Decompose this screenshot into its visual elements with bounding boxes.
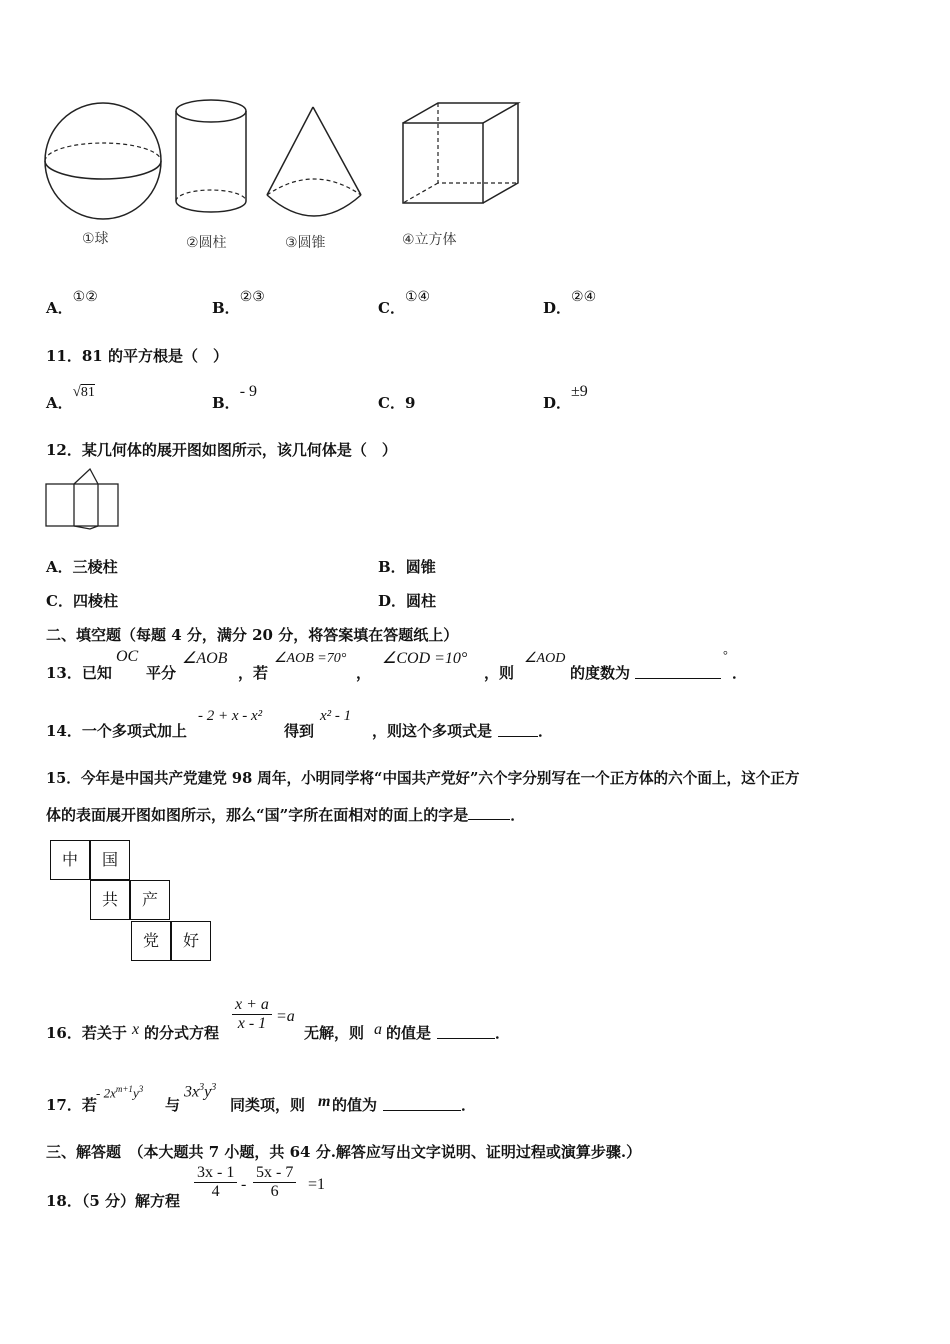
q13-tail: 的度数为 [570,664,631,682]
q17-term1-y: y [132,1085,139,1101]
q15-line2 [46,804,525,825]
q10-option-a[interactable] [46,285,98,317]
option-value: 圆柱 [406,592,437,610]
q12-option-d[interactable] [378,590,436,611]
q13-oc: OC [116,648,139,665]
q18-fraction-2 [253,1164,296,1201]
q17-answer-blank[interactable] [383,1096,461,1111]
q17-term2-exp: 3 [199,1082,205,1093]
q18-numerator-2: 5x - 7 [253,1164,296,1183]
q13-end: ． [732,664,748,682]
cone-drawing [262,103,367,228]
q15-line2-text: 体的表面展开图如图所示，那么“国”字所在面相对的面上的字是 [46,806,469,824]
q13-degree: ° [723,648,728,662]
cube-drawing [398,101,523,211]
q12-stem: 12．某几何体的展开图如图所示，该几何体是（ ） [46,441,397,459]
q11-option-a[interactable] [46,380,95,412]
q14-tail: ，则这个多项式是 [372,722,493,740]
net-cell: 产 [130,880,170,920]
q10-option-b[interactable] [212,285,265,317]
option-letter: B． [212,394,240,412]
q17-tail2: 的值为 [332,1096,378,1114]
option-letter: D． [378,592,407,610]
q18-denominator-2: 6 [270,1183,279,1200]
sphere-label: ①球 [82,231,109,247]
q13 [46,648,906,688]
cylinder-label: ②圆柱 [186,235,227,251]
option-letter: B． [212,299,240,317]
q17-term1-yexp: 3 [138,1084,144,1094]
option-value: ②③ [239,290,265,305]
q15-line1: 15．今年是中国共产党建党 98 周年，小明同学将“中国共产党好”六个字分别写在一个正方体的六个面上，这个正方 [46,770,800,787]
q18-rhs: =1 [308,1176,326,1193]
section-2-heading: 二、填空题（每题 4 分，满分 20 分，将答案填在答题纸上） [46,626,459,644]
q16-numerator: x + a [232,996,272,1015]
q16-denominator: x - 1 [237,1015,267,1032]
q13-ruo: ，若 [238,664,269,682]
q14-end: ． [538,722,554,740]
q16-answer-blank[interactable] [437,1024,495,1039]
q18-prefix: 18．（5 分）解方程 [46,1192,181,1210]
option-letter: A． [46,394,73,412]
q14-answer-blank[interactable] [498,722,538,737]
option-value: 81 [80,385,95,400]
option-value: ②④ [571,290,597,305]
q14-expr1: - 2 + x - x² [198,708,263,724]
option-value: ±9 [571,383,588,400]
option-letter: C． [378,394,405,412]
q16-tail2: 的值是 [386,1024,432,1042]
q14 [46,706,906,746]
q18-denominator-1: 4 [211,1183,220,1200]
q16-tail1: 无解，则 [304,1024,365,1042]
section-3-heading: 三、解答题 （本大题共 7 小题，共 64 分.解答应写出文字说明、证明过程或演算步骤.） [46,1143,642,1161]
q17-tail1: 同类项，则 [230,1096,306,1114]
q13-ze: ，则 [484,664,515,682]
q13-answer-blank[interactable] [635,664,721,679]
q13-aob: ∠AOB [182,650,228,667]
q16-prefix: 16．若关于 [46,1024,127,1042]
q10-option-d[interactable] [543,285,597,317]
q17 [46,1080,906,1120]
q17-term2-base: 3x [184,1083,200,1101]
q13-cod-10: ∠COD =10° [382,650,468,667]
option-letter: C． [46,592,73,610]
q17-term2-y: y [204,1083,212,1101]
option-letter: D． [543,394,572,412]
q16 [46,996,906,1046]
q12-option-b[interactable] [378,556,436,577]
option-value: 四棱柱 [72,592,118,610]
net-cell: 党 [131,921,171,961]
option-value: ①② [72,290,98,305]
q13-aod: ∠AOD [524,651,566,666]
option-value: 圆锥 [405,558,436,576]
net-cell: 国 [90,840,130,880]
prism-net-figure [45,466,121,530]
q17-term2 [184,1082,216,1101]
q17-yu: 与 [165,1096,181,1114]
q17-term1 [96,1084,143,1101]
q12-option-a[interactable] [46,556,118,577]
q14-mid: 得到 [284,722,315,740]
net-cell: 好 [171,921,211,961]
q11-option-c[interactable] [378,392,415,413]
cylinder-drawing [173,97,253,217]
option-letter: B． [378,558,406,576]
q12-option-c[interactable] [46,590,118,611]
cone-label: ③圆锥 [285,235,326,251]
q16-a: a [374,1021,382,1038]
option-value: 三棱柱 [72,558,118,576]
q13-aob-70: ∠AOB =70° [274,651,347,666]
q14-expr2: x² - 1 [320,708,352,724]
q13-prefix: 13．已知 [46,664,112,682]
q17-end: ． [461,1096,477,1114]
option-letter: A． [46,558,73,576]
q11-option-b[interactable] [212,380,258,412]
sphere-drawing [40,95,170,225]
q18-numerator-1: 3x - 1 [194,1164,237,1183]
q16-rhs: =a [276,1008,295,1025]
q17-term1-exp: m+1 [115,1084,133,1094]
q11-option-d[interactable] [543,380,588,412]
option-value: 9 [404,394,416,412]
sqrt-symbol: √ [72,384,81,400]
q16-end: ． [495,1024,511,1042]
q16-mid: 的分式方程 [144,1024,220,1042]
solids-figure [40,95,530,255]
q16-x: x [132,1021,140,1038]
q18-fraction-1 [194,1164,237,1201]
net-cell: 共 [90,880,130,920]
q11-stem: 11．81 的平方根是（ ） [46,347,228,365]
option-letter: A． [46,299,73,317]
q17-m: m [318,1093,331,1110]
q15-answer-blank[interactable] [468,805,510,820]
q17-prefix: 17．若 [46,1096,97,1114]
q10-option-c[interactable] [378,285,431,317]
option-value: - 9 [239,383,258,400]
q13-comma: ， [356,664,372,682]
net-cell: 中 [50,840,90,880]
q14-prefix: 14．一个多项式加上 [46,722,187,740]
q18 [46,1164,906,1214]
q17-term2-yexp: 3 [211,1082,217,1093]
q17-term1-base: - 2x [96,1085,116,1101]
option-letter: C． [378,299,405,317]
option-value: ①④ [404,290,431,305]
q16-fraction [232,996,272,1033]
q15-end: ． [510,806,526,824]
cube-label: ④立方体 [402,232,457,248]
cube-net-figure [50,840,220,970]
option-letter: D． [543,299,572,317]
q13-bisect: 平分 [146,664,177,682]
q18-minus: - [241,1176,247,1193]
